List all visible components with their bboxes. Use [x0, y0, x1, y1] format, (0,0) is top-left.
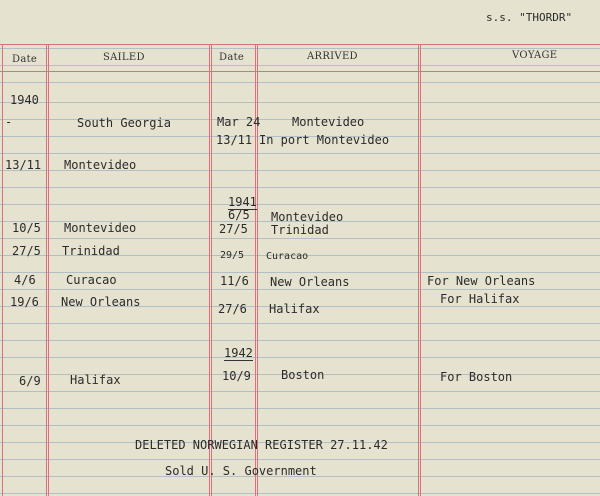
arrival-date: 27/5 [219, 222, 248, 236]
year-label: 1942 [224, 346, 253, 360]
sailed-from: Halifax [70, 373, 121, 387]
arrived-at: Curacao [266, 251, 309, 262]
voyage-note: For Boston [440, 370, 513, 384]
column-rule [211, 44, 212, 496]
column-rule [209, 44, 210, 496]
sailed-from: Montevideo [64, 221, 137, 235]
column-rule [2, 44, 3, 496]
column-rule [418, 44, 419, 496]
voyage-note: For New Orleans [427, 274, 536, 288]
sailed-from: South Georgia [77, 116, 171, 130]
header-date-sailed: Date [12, 54, 38, 65]
column-rule [255, 44, 256, 496]
deletion-note: DELETED NORWEGIAN REGISTER 27.11.42 [135, 438, 388, 452]
sail-date: 6/9 [19, 374, 41, 388]
sailed-from: Curacao [66, 273, 117, 287]
header-date-arrived: Date [219, 52, 245, 63]
header-bottom-rule [0, 71, 600, 72]
arrived-at: Boston [281, 368, 325, 382]
arrived-at: Halifax [269, 302, 320, 316]
header-sailed: SAILED [103, 52, 145, 63]
year-label: 1940 [10, 93, 39, 107]
ship-name: s.s. "THORDR" [486, 11, 573, 24]
arrival-date: 29/5 [220, 250, 245, 261]
arrival-date: Mar 24 [217, 115, 261, 129]
voyage-note: For Halifax [440, 292, 520, 306]
header-top-rule [0, 44, 600, 45]
header-voyage: VOYAGE [512, 50, 558, 61]
sail-date: 13/11 [5, 158, 42, 172]
arrival-date: 10/9 [222, 369, 251, 383]
arrived-at: Montevideo [271, 210, 344, 224]
sail-date: 4/6 [14, 273, 36, 287]
arrival-date: 6/5 [228, 208, 250, 222]
column-rule [257, 44, 258, 496]
column-rule [420, 44, 421, 496]
year-label: 1941 [228, 195, 257, 209]
sailed-from: New Orleans [61, 295, 141, 309]
arrival-date: 13/11 [216, 133, 253, 147]
sail-date: - [5, 115, 13, 129]
sail-date: 10/5 [12, 221, 41, 235]
arrived-at: Montevideo [292, 115, 365, 129]
sailed-from: Montevideo [64, 158, 137, 172]
column-rule [48, 44, 49, 496]
column-rule [46, 44, 47, 496]
sail-date: 27/5 [12, 244, 41, 258]
arrived-at: In port Montevideo [259, 133, 390, 147]
arrived-at: New Orleans [270, 275, 350, 289]
sale-note: Sold U. S. Government [165, 464, 317, 478]
arrival-date: 11/6 [220, 274, 249, 288]
sail-date: 19/6 [10, 295, 39, 309]
arrived-at: Trinidad [271, 223, 329, 237]
header-arrived: ARRIVED [307, 51, 358, 62]
sailed-from: Trinidad [62, 244, 120, 258]
arrival-date: 27/6 [218, 302, 247, 316]
